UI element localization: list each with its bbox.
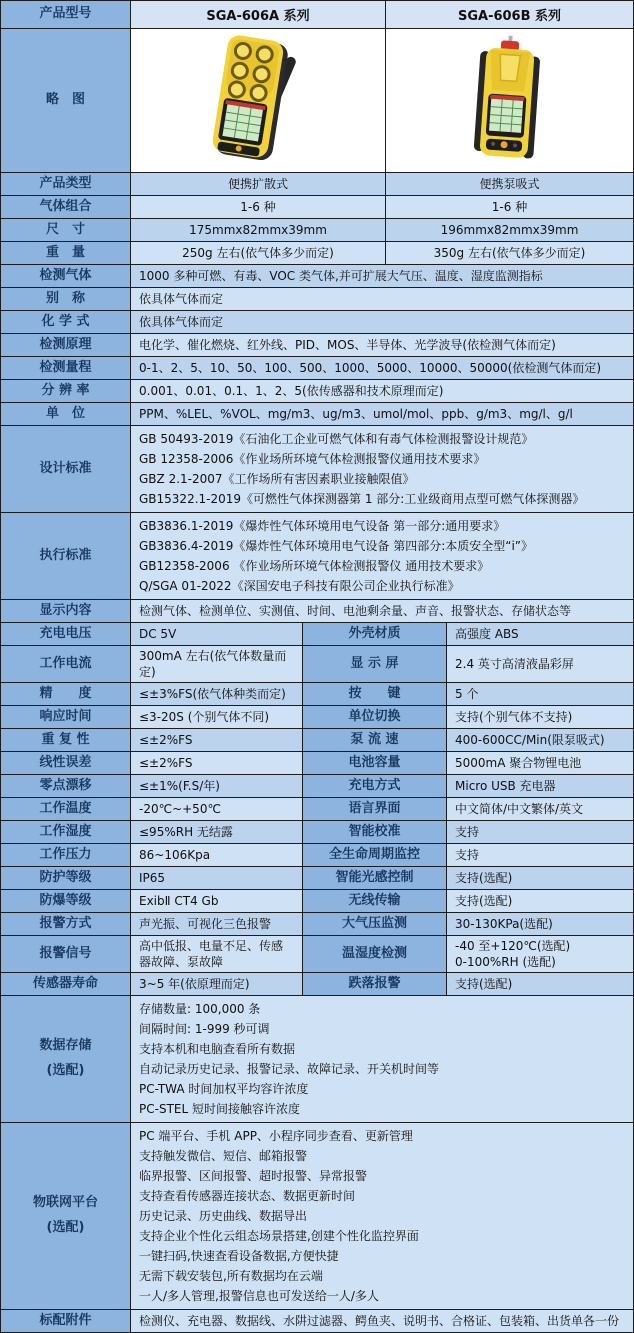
- row-value-left: -20℃~+50℃: [131, 798, 303, 820]
- spec-row-4col: [1, 844, 633, 867]
- row-label-left: 零点漂移: [1, 775, 131, 797]
- product-image-sga606b: [386, 29, 633, 172]
- row-label-left: 工作温度: [1, 798, 131, 820]
- value-a: 250g 左右(依气体多少而定): [131, 242, 386, 264]
- header-col-model-b: SGA-606B 系列: [386, 1, 633, 28]
- row-value-left: ≤±3%FS(依气体种类而定): [131, 683, 303, 705]
- row-label-left: 报警信号: [1, 936, 131, 972]
- row-value-right: 支持: [447, 844, 633, 866]
- row-value-left: ExibⅡ CT4 Gb: [131, 890, 303, 912]
- spec-row-multiline: [1, 426, 633, 513]
- row-value-lines: 存储数量: 100,000 条 间隔时间: 1-999 秒可调 支持本机和电脑查看所有数据 自动记录历史记录、报警记录、故障记录、开关机时间等 PC-TWA 时间加权平均容许浓度 PC-STEL 短时间接触容许浓度: [131, 996, 633, 1122]
- row-value-right: 高强度 ABS: [447, 623, 633, 645]
- row-value: 0-1、2、5、10、50、100、500、1000、5000、10000、50000(依检测气体而定): [131, 357, 633, 379]
- row-label-left: 响应时间: [1, 706, 131, 728]
- row-value-left: 300mA 左右(依气体数量而定): [131, 646, 303, 682]
- row-value-right: 支持(选配): [447, 890, 633, 912]
- spec-row: [1, 1310, 633, 1332]
- spec-row-4col: [1, 775, 633, 798]
- row-label-left: 充电电压: [1, 623, 131, 645]
- row-label-left: 工作湿度: [1, 821, 131, 843]
- row-value-right: 支持(选配): [447, 867, 633, 889]
- row-label: 单 位: [1, 403, 131, 425]
- spec-row-4col: [1, 973, 633, 996]
- spec-row-multiline: [1, 1123, 633, 1310]
- row-label-left: 重 复 性: [1, 729, 131, 751]
- row-label-right: 显 示 屏: [303, 646, 447, 682]
- row-label-right: 语言界面: [303, 798, 447, 820]
- row-label: 检测原理: [1, 334, 131, 356]
- value-b: 196mmx82mmx39mm: [386, 219, 633, 241]
- header-row: [1, 1, 633, 29]
- row-value-left: 86~106Kpa: [131, 844, 303, 866]
- spec-row-4col: [1, 890, 633, 913]
- row-value: 依具体气体而定: [131, 311, 633, 333]
- row-value-left: 高中低报、电量不足、传感器故障、泵故障: [131, 936, 303, 972]
- value-a: 便携扩散式: [131, 173, 386, 195]
- spec-row-4col: [1, 798, 633, 821]
- spec-row: [1, 600, 633, 623]
- spec-row: [1, 265, 633, 288]
- row-label-right: 电池容量: [303, 752, 447, 774]
- device-a-illustration: [173, 33, 343, 168]
- row-label: 检测量程: [1, 357, 131, 379]
- row-label: 数据存储 (选配): [1, 996, 131, 1122]
- value-b: 1-6 种: [386, 196, 633, 218]
- row-label: 别 称: [1, 288, 131, 310]
- row-value-left: DC 5V: [131, 623, 303, 645]
- row-label-right: 泵 流 速: [303, 729, 447, 751]
- row-value-left: ≤±1%(F.S/年): [131, 775, 303, 797]
- spec-row: [1, 173, 633, 196]
- row-value-lines: PC 端平台、手机 APP、小程序同步查看、更新管理 支持触发微信、短信、邮箱报警 临界报警、区间报警、超时报警、异常报警 支持查看传感器连接状态、数据更新时间 历史记录、历史曲线、数据导出 支持企业个性化云组态场景搭建,创建个性化监控界面 一键扫码,快速查看设备数据,方便快捷 无需下载安装包,所有数据均在云端 一人/多人管理,报警信息也可发送给一人/多人: [131, 1123, 633, 1309]
- spec-row: [1, 288, 633, 311]
- row-value-right: Micro USB 充电器: [447, 775, 633, 797]
- spec-row-4col: [1, 729, 633, 752]
- spec-row-4col: [1, 936, 633, 973]
- row-label: 标配附件: [1, 1310, 131, 1332]
- row-label-right: 智能校准: [303, 821, 447, 843]
- row-value-right: 5000mA 聚合物锂电池: [447, 752, 633, 774]
- row-label-left: 精 度: [1, 683, 131, 705]
- row-value: 1000 多种可燃、有毒、VOC 类气体,并可扩展大气压、温度、湿度监测指标: [131, 265, 633, 287]
- row-label: 产品类型: [1, 173, 131, 195]
- row-label-right: 智能光感控制: [303, 867, 447, 889]
- device-b-illustration: [425, 33, 595, 168]
- row-value-right: 支持(选配): [447, 973, 633, 995]
- row-label-right: 温湿度检测: [303, 936, 447, 972]
- row-value-right: 400-600CC/Min(限泵吸式): [447, 729, 633, 751]
- row-label-left: 报警方式: [1, 913, 131, 935]
- row-value-right: 支持: [447, 821, 633, 843]
- row-label: 物联网平台 (选配): [1, 1123, 131, 1309]
- row-label-right: 外壳材质: [303, 623, 447, 645]
- spec-rows-container: [1, 173, 633, 1332]
- row-label-left: 传感器寿命: [1, 973, 131, 995]
- row-value: 0.001、0.01、0.1、1、2、5(依传感器和技术原理而定): [131, 380, 633, 402]
- row-label-right: 充电方式: [303, 775, 447, 797]
- row-value: 检测气体、检测单位、实测值、时间、电池剩余量、声音、报警状态、存储状态等: [131, 600, 633, 622]
- row-label-right: 无线传输: [303, 890, 447, 912]
- spec-row: [1, 196, 633, 219]
- spec-row: [1, 242, 633, 265]
- row-value-left: ≤±2%FS: [131, 752, 303, 774]
- spec-row-4col: [1, 646, 633, 683]
- row-label: 化 学 式: [1, 311, 131, 333]
- row-value-lines: GB3836.1-2019《爆炸性气体环境用电气设备 第一部分:通用要求》 GB3836.4-2019《爆炸性气体环境用电气设备 第四部分:本质安全型“i”》 GB12358-2006 《作业场所环境气体检测报警仪 通用技术要求》 Q/SGA 01-2022《深国安电子科技有限公司企业执行标准》: [131, 513, 633, 599]
- spec-row-4col: [1, 867, 633, 890]
- spec-row-4col: [1, 913, 633, 936]
- spec-row: [1, 403, 633, 426]
- row-value-left: 3~5 年(依原理而定): [131, 973, 303, 995]
- spec-row: [1, 219, 633, 242]
- row-label: 设计标准: [1, 426, 131, 512]
- spec-row: [1, 311, 633, 334]
- row-value: 依具体气体而定: [131, 288, 633, 310]
- row-value-right: -40 至+120℃(选配) 0-100%RH (选配): [447, 936, 633, 972]
- header-col-model-a: SGA-606A 系列: [131, 1, 386, 28]
- value-b: 便携泵吸式: [386, 173, 633, 195]
- row-label-left: 线性误差: [1, 752, 131, 774]
- row-value-left: ≤3-20S (个别气体不同): [131, 706, 303, 728]
- spec-row-4col: [1, 821, 633, 844]
- row-value-left: ≤95%RH 无结露: [131, 821, 303, 843]
- row-label-left: 工作压力: [1, 844, 131, 866]
- sketch-label: 略 图: [1, 29, 131, 172]
- row-value-left: 声光振、可视化三色报警: [131, 913, 303, 935]
- spec-row-multiline: [1, 996, 633, 1123]
- row-label: 执行标准: [1, 513, 131, 599]
- row-label-right: 全生命周期监控: [303, 844, 447, 866]
- spec-row-4col: [1, 706, 633, 729]
- row-value-right: 2.4 英寸高清液晶彩屏: [447, 646, 633, 682]
- row-value-lines: GB 50493-2019《石油化工企业可燃气体和有毒气体检测报警设计规范》 GB 12358-2006《作业场所环境气体检测报警仪通用技术要求》 GBZ 2.1-2007《工作场所有害因素职业接触限值》 GB15322.1-2019《可燃性气体探测器第 1 部分:工业级商用点型可燃气体探测器》: [131, 426, 633, 512]
- row-value-right: 中文简体/中文繁体/英文: [447, 798, 633, 820]
- row-label: 分 辨 率: [1, 380, 131, 402]
- row-value: PPM、%LEL、%VOL、mg/m3、ug/m3、umol/mol、ppb、g/m3、mg/l、g/l: [131, 403, 633, 425]
- row-label-left: 防爆等级: [1, 890, 131, 912]
- sketch-row: [1, 29, 633, 173]
- spec-row: [1, 380, 633, 403]
- row-value-right: 5 个: [447, 683, 633, 705]
- row-label-right: 单位切换: [303, 706, 447, 728]
- row-label: 尺 寸: [1, 219, 131, 241]
- header-col-label: 产品型号: [1, 1, 131, 28]
- value-a: 175mmx82mmx39mm: [131, 219, 386, 241]
- spec-row-4col: [1, 683, 633, 706]
- row-value: 电化学、催化燃烧、红外线、PID、MOS、半导体、光学波导(依检测气体而定): [131, 334, 633, 356]
- row-label-left: 防护等级: [1, 867, 131, 889]
- row-label-right: 按 键: [303, 683, 447, 705]
- row-value-right: 30-130KPa(选配): [447, 913, 633, 935]
- spec-row: [1, 357, 633, 380]
- row-label-left: 工作电流: [1, 646, 131, 682]
- row-label: 检测气体: [1, 265, 131, 287]
- row-value-right: 支持(个别气体不支持): [447, 706, 633, 728]
- row-label-right: 大气压监测: [303, 913, 447, 935]
- row-label: 气体组合: [1, 196, 131, 218]
- row-label-right: 跌落报警: [303, 973, 447, 995]
- spec-row-4col: [1, 623, 633, 646]
- row-label: 重 量: [1, 242, 131, 264]
- value-b: 350g 左右(依气体多少而定): [386, 242, 633, 264]
- spec-row-4col: [1, 752, 633, 775]
- row-value: 检测仪、充电器、数据线、水阱过滤器、鳄鱼夹、说明书、合格证、包装箱、出货单各一份: [131, 1310, 633, 1332]
- value-a: 1-6 种: [131, 196, 386, 218]
- row-value-left: ≤±2%FS: [131, 729, 303, 751]
- row-value-left: IP65: [131, 867, 303, 889]
- spec-row-multiline: [1, 513, 633, 600]
- product-image-sga606a: [131, 29, 386, 172]
- row-label: 显示内容: [1, 600, 131, 622]
- spec-row: [1, 334, 633, 357]
